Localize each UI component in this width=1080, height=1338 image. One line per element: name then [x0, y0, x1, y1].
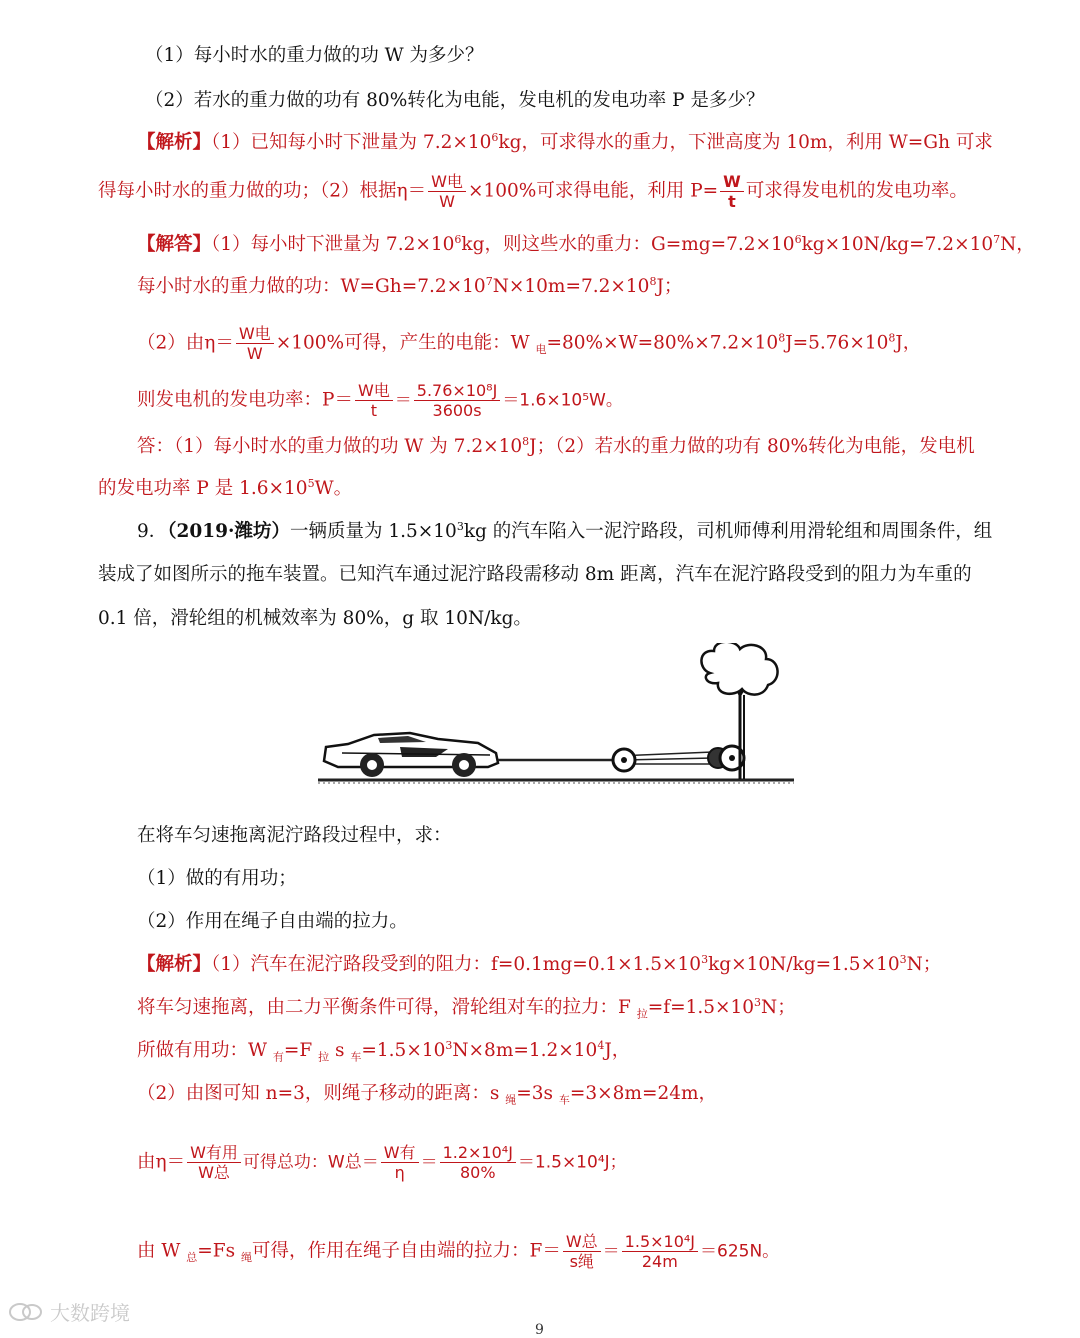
- fraction: [440, 1143, 516, 1182]
- text: =3s: [516, 1083, 559, 1104]
- denominator: s绳: [569, 1252, 594, 1271]
- numerator: 5.76×10⁸J: [414, 381, 501, 401]
- text: 可得，作用在绳子自由端的拉力：F＝: [252, 1240, 561, 1262]
- numerator: W总: [563, 1232, 601, 1252]
- watermark-text: 大数跨境: [50, 1301, 130, 1325]
- text: 可求得发电机的发电功率。: [745, 180, 968, 202]
- analysis-tag: 【解析】: [137, 132, 212, 153]
- question-1: （1）每小时水的重力做的功 W 为多少？: [145, 45, 484, 66]
- car: [324, 733, 498, 777]
- analysis-2-line-1: [137, 952, 941, 978]
- numerator: W电: [236, 324, 274, 344]
- sub: 有: [272, 1050, 284, 1064]
- text: ＝1.5×10⁴J；: [517, 1152, 627, 1173]
- sup: 5: [307, 476, 315, 490]
- sup: 3: [701, 952, 709, 966]
- question-number: 9．: [137, 521, 168, 542]
- denominator: η: [394, 1163, 405, 1182]
- text: J；（2）若水的重力做的功有 80%转化为电能，发电机: [529, 436, 975, 457]
- sub: 拉: [636, 1007, 648, 1021]
- sub: 绳: [505, 1093, 517, 1107]
- sup: 7: [485, 274, 493, 288]
- question-9-line-1: [137, 519, 992, 545]
- answer-1-line-4: [137, 381, 623, 420]
- text: 答：（1）每小时水的重力做的功 W 为 7.2×10: [137, 436, 523, 457]
- sub: 车: [350, 1050, 362, 1064]
- denominator: W: [439, 192, 455, 211]
- fraction: [622, 1232, 698, 1271]
- fraction: [720, 172, 744, 211]
- answer-1-line-5: [137, 434, 975, 460]
- text: ＝: [394, 390, 412, 411]
- question-9-line-2: 装成了如图所示的拖车装置。已知汽车通过泥泞路段需移动 8m 距离，汽车在泥泞路段受到的阻力为车重的: [98, 564, 972, 585]
- text: ＝: [420, 1152, 438, 1173]
- sup: 6: [454, 232, 462, 246]
- text: ＝625N。: [700, 1241, 780, 1262]
- analysis-1-line-1: [137, 130, 993, 156]
- sup: 8: [649, 274, 657, 288]
- fraction: [381, 1143, 419, 1182]
- question-source: （2019·潍坊）: [167, 521, 290, 542]
- denominator: 3600s: [432, 401, 482, 420]
- text: 由η＝: [137, 1151, 186, 1173]
- sub: 拉: [318, 1050, 330, 1064]
- answer-1-line-6: [98, 476, 352, 502]
- denominator: 80%: [459, 1163, 496, 1182]
- text: ＝: [602, 1241, 620, 1262]
- sup: 8: [522, 434, 530, 448]
- sup: 7: [993, 232, 1001, 246]
- analysis-1-line-2: [98, 172, 968, 211]
- text: N；: [761, 997, 796, 1018]
- text: kg 的汽车陷入一泥泞路段，司机师傅利用滑轮组和周围条件，组: [463, 521, 993, 542]
- text: N×10m=7.2×10: [492, 276, 650, 297]
- text: （1）已知每小时下泄量为 7.2×10: [211, 132, 492, 153]
- denominator: t: [728, 192, 736, 211]
- sub: 绳: [241, 1251, 252, 1265]
- analysis-2-line-4: [137, 1081, 717, 1107]
- analysis-2-line-5: [137, 1143, 627, 1182]
- text: 由 W: [137, 1240, 187, 1262]
- fraction: [414, 381, 501, 420]
- sup: 3: [754, 995, 762, 1009]
- question-9-sub-2: （2）作用在绳子自由端的拉力。: [137, 911, 408, 932]
- sup: 8: [778, 331, 786, 345]
- text: kg×10N/kg=1.5×10: [708, 954, 900, 975]
- denominator: 24m: [641, 1252, 678, 1271]
- text: N，: [1000, 234, 1035, 255]
- numerator: 1.2×10⁴J: [440, 1143, 516, 1163]
- answer-1-line-1: [137, 232, 1035, 258]
- text: 一辆质量为 1.5×10: [289, 521, 457, 542]
- text: J，: [604, 1040, 631, 1061]
- text: =3×8m=24m，: [569, 1083, 718, 1104]
- text: （1）汽车在泥泞路段受到的阻力：f=0.1mg=0.1×1.5×10: [211, 954, 702, 975]
- question-9-sub-1: （1）做的有用功；: [137, 868, 297, 889]
- rope: [498, 752, 713, 764]
- numerator: W电: [428, 172, 466, 192]
- text: J，: [895, 332, 922, 354]
- text: =Fs: [197, 1240, 241, 1262]
- text: 得每小时水的重力做的功；（2）根据η＝: [98, 180, 427, 202]
- text: =80%×W=80%×7.2×10: [546, 332, 779, 354]
- text: 可得总功：W总＝: [242, 1152, 379, 1173]
- analysis-2-line-3: [137, 1038, 630, 1064]
- text: （1）每小时下泄量为 7.2×10: [211, 234, 455, 255]
- text: kg，则这些水的重力：G=mg=7.2×10: [461, 234, 795, 255]
- answer-tag: 【解答】: [137, 234, 212, 255]
- sup: 3: [456, 519, 464, 533]
- numerator: W: [720, 172, 744, 192]
- text: 则发电机的发电功率：P＝: [137, 389, 353, 411]
- text: 所做有用功：W: [137, 1040, 273, 1061]
- denominator: W: [246, 344, 263, 363]
- tow-diagram: [318, 643, 794, 793]
- analysis-tag: 【解析】: [137, 954, 212, 975]
- text: ×100%可求得电能，利用 P=: [467, 180, 719, 202]
- text: 每小时水的重力做的功：W=Gh=7.2×10: [137, 276, 486, 297]
- denominator: t: [370, 401, 377, 420]
- page-number: 9: [535, 1322, 544, 1338]
- answer-1-line-3: [137, 324, 921, 363]
- text: 将车匀速拖离，由二力平衡条件可得，滑轮组对车的拉力：F: [137, 997, 637, 1018]
- text: N；: [906, 954, 942, 975]
- sup: 3: [445, 1038, 453, 1052]
- sup: 4: [597, 1038, 605, 1052]
- sup: 8: [888, 331, 896, 345]
- text: =f=1.5×10: [647, 997, 755, 1018]
- text: J=5.76×10: [785, 332, 889, 354]
- text: s: [329, 1040, 351, 1061]
- text: J；: [656, 276, 683, 297]
- text: kg×10N/kg=7.2×10: [801, 234, 994, 255]
- chat-bubble-icon: [8, 1301, 44, 1323]
- fraction: [428, 172, 466, 211]
- sup: 6: [491, 130, 499, 144]
- question-2: （2）若水的重力做的功有 80%转化为电能，发电机的发电功率 P 是多少？: [145, 90, 765, 111]
- numerator: W有用: [187, 1143, 241, 1163]
- numerator: W电: [355, 381, 393, 401]
- text: （2）由图可知 n=3，则绳子移动的距离：s: [137, 1083, 506, 1104]
- denominator: W总: [198, 1163, 230, 1182]
- answer-1-line-2: [137, 274, 682, 300]
- analysis-2-line-6: [137, 1232, 779, 1271]
- numerator: 1.5×10⁴J: [622, 1232, 698, 1252]
- sup: 6: [794, 232, 802, 246]
- question-9-ask: 在将车匀速拖离泥泞路段过程中，求：: [137, 825, 452, 846]
- text: N×8m=1.2×10: [452, 1040, 598, 1061]
- fraction: [563, 1232, 601, 1271]
- sub: 电: [535, 343, 547, 357]
- numerator: W有: [381, 1143, 419, 1163]
- text: kg，可求得水的重力，下泄高度为 10m，利用 W=Gh 可求: [498, 132, 993, 153]
- sub: 总: [186, 1251, 198, 1265]
- text: 的发电功率 P 是 1.6×10: [98, 478, 308, 499]
- question-9-line-3: 0.1 倍，滑轮组的机械效率为 80%，g 取 10N/kg。: [98, 608, 532, 629]
- sup: 3: [899, 952, 907, 966]
- fraction: [236, 324, 274, 363]
- text: （2）由η＝: [137, 332, 234, 354]
- analysis-2-line-2: [137, 995, 796, 1021]
- text: ＝1.6×10⁵W。: [502, 390, 623, 411]
- watermark: [8, 1297, 130, 1326]
- text: ×100%可得，产生的电能：W: [275, 332, 536, 354]
- sub: 车: [558, 1093, 570, 1107]
- fraction: [187, 1143, 241, 1182]
- text: =F: [283, 1040, 319, 1061]
- pulley-moving: [613, 749, 635, 771]
- text: W。: [314, 478, 353, 499]
- text: =1.5×10: [361, 1040, 446, 1061]
- ground: [318, 780, 794, 783]
- fraction: [355, 381, 393, 420]
